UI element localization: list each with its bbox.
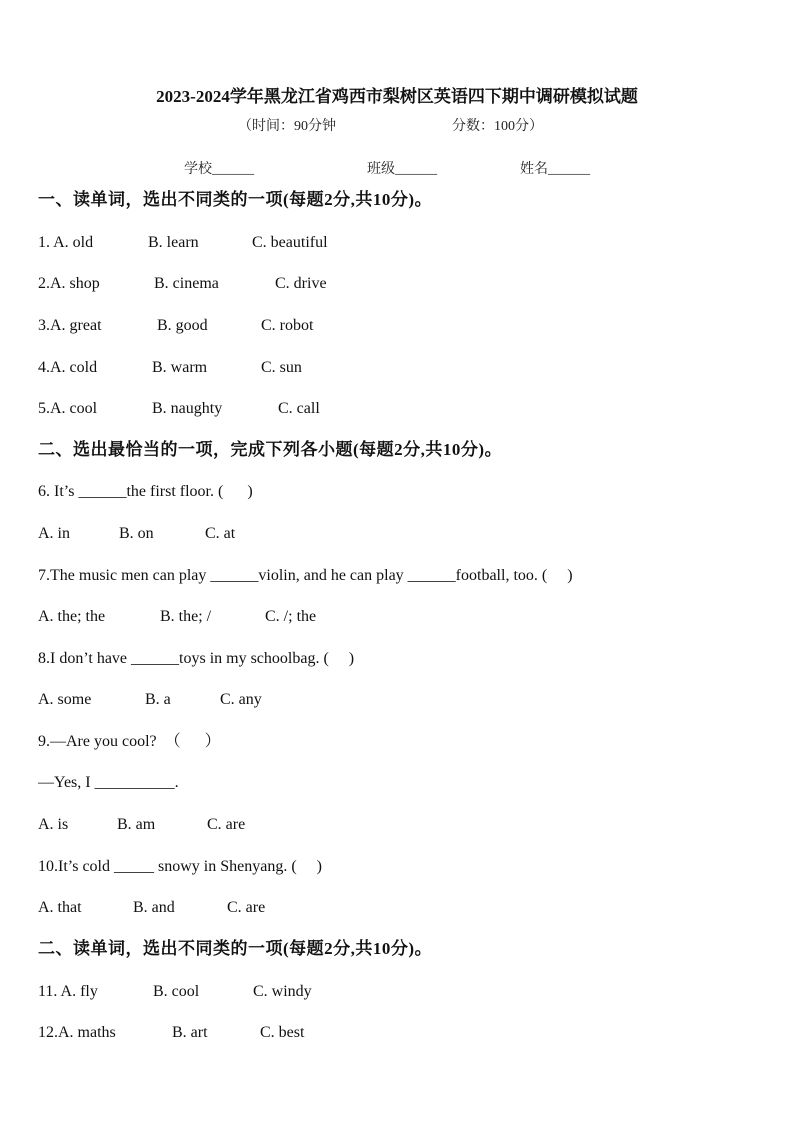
- option-c[interactable]: C. windy: [253, 983, 312, 1000]
- option-b[interactable]: B. naughty: [152, 400, 223, 417]
- option-b[interactable]: B. cinema: [154, 275, 219, 292]
- option-c[interactable]: C. sun: [261, 359, 302, 376]
- option-c[interactable]: C. /; the: [265, 608, 317, 625]
- section-heading: 二、选出最恰当的一项，完成下列各小题(每题2分,共10分)。: [38, 440, 503, 459]
- option-a[interactable]: 3.A. great: [38, 317, 102, 334]
- option-a[interactable]: A. is: [38, 816, 69, 833]
- option-b[interactable]: B. cool: [153, 983, 200, 1000]
- option-b[interactable]: B. on: [119, 525, 154, 542]
- dialogue-reply: —Yes, I __________.: [38, 774, 179, 791]
- option-a[interactable]: 4.A. cold: [38, 359, 98, 376]
- question-stem: 10.It’s cold _____ snowy in Shenyang. ( ): [38, 858, 322, 875]
- question-stem: 8.I don’t have ______toys in my schoolbag. ( ): [38, 650, 355, 667]
- section-heading: 二、读单词，选出不同类的一项(每题2分,共10分)。: [38, 939, 433, 958]
- option-b[interactable]: B. and: [133, 899, 175, 916]
- option-a[interactable]: A. the; the: [38, 608, 106, 625]
- option-c[interactable]: C. are: [207, 816, 246, 833]
- question-stem: 6. It’s ______the first floor. ( ): [38, 483, 253, 500]
- option-b[interactable]: B. a: [145, 691, 171, 708]
- option-b[interactable]: B. am: [117, 816, 156, 833]
- option-a[interactable]: 5.A. cool: [38, 400, 98, 417]
- option-c[interactable]: C. at: [205, 525, 236, 542]
- option-b[interactable]: B. good: [157, 317, 208, 334]
- option-c[interactable]: C. robot: [261, 317, 314, 334]
- option-c[interactable]: C. are: [227, 899, 266, 916]
- exam-score: 分数：100分）: [452, 119, 543, 134]
- option-c[interactable]: C. beautiful: [252, 234, 328, 251]
- option-b[interactable]: B. warm: [152, 359, 208, 376]
- option-a[interactable]: 11. A. fly: [38, 983, 98, 1000]
- option-a[interactable]: A. in: [38, 525, 70, 542]
- option-c[interactable]: C. any: [220, 691, 262, 708]
- option-b[interactable]: B. the; /: [160, 608, 212, 625]
- page-title: 2023-2024学年黑龙江省鸡西市梨树区英语四下期中调研模拟试题: [156, 87, 638, 106]
- class-field[interactable]: 班级______: [367, 162, 437, 177]
- option-a[interactable]: A. that: [38, 899, 82, 916]
- question-stem: 9.—Are you cool? （ ）: [38, 733, 221, 750]
- section-heading: 一、读单词，选出不同类的一项(每题2分,共10分)。: [38, 190, 433, 209]
- option-b[interactable]: B. learn: [148, 234, 199, 251]
- option-c[interactable]: C. call: [278, 400, 320, 417]
- school-field[interactable]: 学校______: [184, 162, 254, 177]
- option-a[interactable]: 12.A. maths: [38, 1024, 116, 1041]
- question-stem: 7.The music men can play ______violin, and he can play ______football, too. ( ): [38, 567, 573, 584]
- option-a[interactable]: 2.A. shop: [38, 275, 100, 292]
- option-a[interactable]: A. some: [38, 691, 92, 708]
- name-field[interactable]: 姓名______: [520, 162, 590, 177]
- option-c[interactable]: C. drive: [275, 275, 327, 292]
- option-a[interactable]: 1. A. old: [38, 234, 94, 251]
- option-c[interactable]: C. best: [260, 1024, 305, 1041]
- option-b[interactable]: B. art: [172, 1024, 208, 1041]
- exam-time: （时间：90分钟: [238, 119, 336, 134]
